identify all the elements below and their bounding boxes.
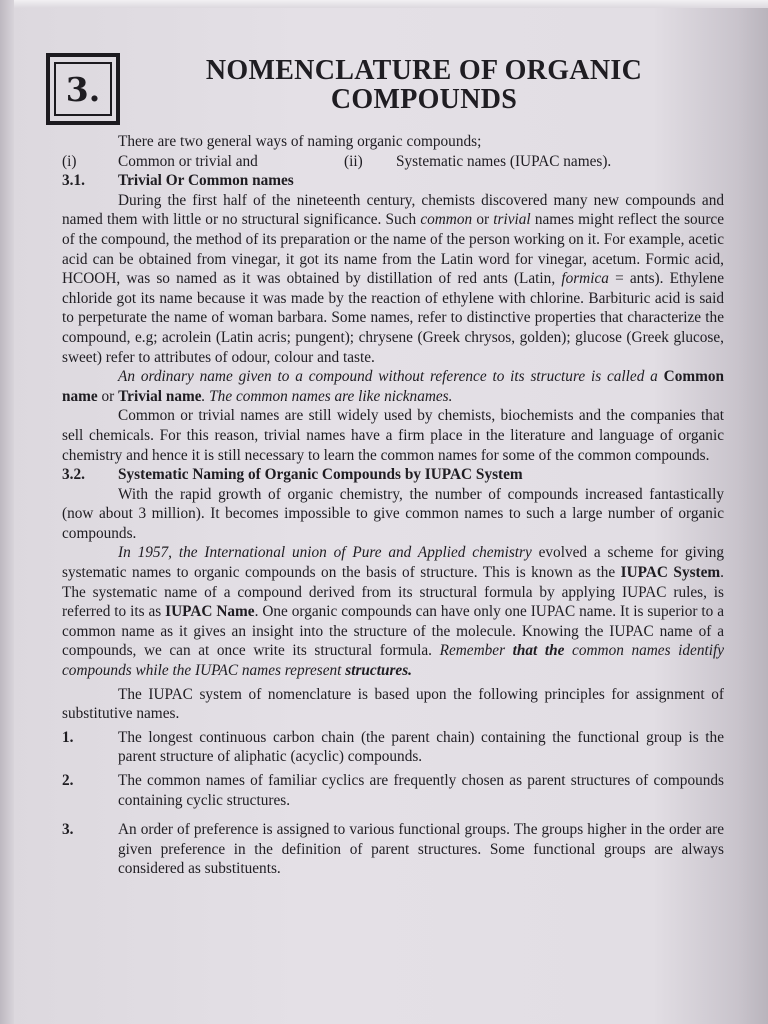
principle-item — [62, 728, 724, 767]
option-1-number: (i) — [62, 152, 77, 170]
principle-number: 1. — [62, 728, 74, 746]
section-3-2-heading — [62, 465, 724, 485]
principle-text: An order of preference is assigned to various functional groups. The groups higher in the order are given preference in the definition of parent structures. Some functional groups are always considered as substituents. — [118, 821, 724, 878]
page-content — [62, 132, 724, 879]
section-3-1-paragraph-1: During the first half of the nineteenth century, chemists discovered many new compounds and named them with little or no structural significance. Such common or trivial names might reflect the source of the compound, the method of its preparation or the name of the person working on it. For example, acetic acid can be obtained from vinegar, it got its name from the Latin word for vinegar, acetum. Formic acid, HCOOH, was so named as it was obtained by distillation of red ants (Latin, formica = ants). Ethylene chloride got its name because it was made by the reaction of ethylene with chlorine. Barbituric acid is said to perpeturate the name of woman barbara. Some names, refer to distinctive properties that characterize the compound, e.g; acrolein (Latin acris; pungent); chrysene (Greek chrysos, golden); glucose (Greek glucose, sweet) refer to attributes of odour, colour and taste. — [62, 191, 724, 366]
section-3-1-definition: An ordinary name given to a compound without reference to its structure is called a Common name or Trivial name. The common names are like nicknames. — [62, 368, 724, 405]
section-3-2-paragraph-1: With the rapid growth of organic chemistry, the number of compounds increased fantastically (now about 3 million). It becomes impossible to give common names to such a large number of organic compounds. — [62, 485, 724, 542]
section-title: Systematic Naming of Organic Compounds by IUPAC System — [118, 466, 523, 484]
section-3-2-paragraph-3: The IUPAC system of nomenclature is based upon the following principles for assignment of substitutive names. — [62, 685, 724, 723]
chapter-title — [128, 56, 720, 114]
section-number: 3.2. — [62, 466, 85, 484]
section-title: Trivial Or Common names — [118, 172, 294, 190]
chapter-number-box — [46, 53, 120, 125]
section-3-1-paragraph-3: Common or trivial names are still widely used by chemists, biochemists and the companies that sell chemicals. For this reason, trivial names have a firm place in the literature and language of organic chemistry and hence it is still necessary to learn the common names for some of the common compounds. — [62, 407, 724, 464]
chapter-number: 3. — [54, 62, 112, 116]
principle-item — [62, 820, 724, 879]
intro-options — [62, 152, 724, 172]
option-2-text: Systematic names (IUPAC names). — [396, 152, 612, 170]
principle-number: 3. — [62, 821, 74, 839]
principle-text: The common names of familiar cyclics are frequently chosen as parent structures of compounds containing cyclic structures. — [118, 772, 724, 809]
option-2-number: (ii) — [344, 152, 363, 170]
principle-number: 2. — [62, 772, 74, 789]
principle-item — [62, 771, 724, 810]
option-1-text: Common or trivial and — [118, 152, 258, 170]
principle-text: The longest continuous carbon chain (the parent chain) containing the functional group is the parent structure of aliphatic (acyclic) compounds. — [118, 728, 724, 766]
section-3-1-heading — [62, 171, 724, 191]
intro-text: There are two general ways of naming organic compounds; — [118, 133, 482, 150]
chapter-title-line2: COMPOUNDS — [330, 84, 518, 115]
page-spine-shadow — [0, 0, 14, 1024]
page-top-edge — [0, 0, 768, 8]
section-number: 3.1. — [62, 172, 85, 190]
chapter-title-line1: NOMENCLATURE OF ORGANIC — [205, 55, 643, 86]
section-3-2-paragraph-2: In 1957, the International union of Pure and Applied chemistry evolved a scheme for giving systematic names to organic compounds on the basis of structure. This is known as the IUPAC System. The systematic name of a compound derived from its structural formula by applying IUPAC rules, is referred to its as IUPAC Name. One organic compounds can have only one IUPAC name. It is superior to a common name as it gives an insight into the structure of the molecule. Knowing the IUPAC name of a compounds, we can at once write its structural formula. Remember that the common names identify compounds while the IUPAC names represent structures. — [62, 544, 725, 680]
